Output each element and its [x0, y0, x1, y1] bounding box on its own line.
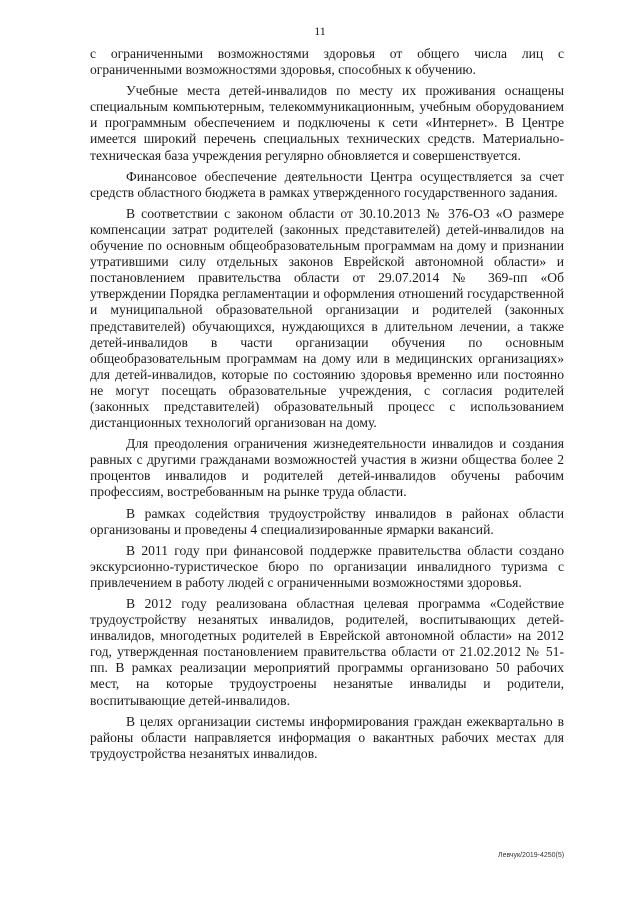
paragraph-law-compensation: В соответствии с законом области от 30.10.2013 № 376-ОЗ «О размере компенсации затрат родителей (законных представителей) детей-инвалидов на обучение по основным общеобразовательным программам на дому и признании утратившими силу отдельных законов Еврейской автономной области» и постановлением правительства области от 29.07.2014 № 369-пп «Об утверждении Порядка регламентации и оформления отношений государственной и муниципальной образовательной организации и родителей (законных представителей) обучающихся, нуждающихся в длительном лечении, а также детей-инвалидов в части организации обучения по основным общеобразовательным программам на дому или в медицинских организациях» для детей-инвалидов, которые по состоянию здоровья временно или постоянно не могут посещать образовательные учреждения, с согласия родителей (законных представителей) образовательный процесс с использованием дистанционных технологий организован на дому. — [90, 205, 564, 431]
paragraph-continuation: с ограниченными возможностями здоровья от общего числа лиц с ограниченными возможностями здоровья, способных к обучению. — [90, 46, 564, 78]
paragraph-tourism-bureau: В 2011 году при финансовой поддержке правительства области создано экскурсионно-туристическое бюро по организации инвалидного туризма с привлечением в работу людей с ограниченными возможностями здоровья. — [90, 542, 564, 590]
paragraph-equipment: Учебные места детей-инвалидов по месту их проживания оснащены специальным компьютерным, телекоммуникационным, учебным оборудованием и программным обеспечением и подключены к сети «Интернет». В Центре имеется широкий перечень специальных технических средств. Материально-техническая база учреждения регулярно обновляется и совершенствуется. — [90, 83, 564, 163]
paragraph-vacancy-information: В целях организации системы информирования граждан ежеквартально в районы области направляется информация о вакантных рабочих местах для трудоустройства незанятых инвалидов. — [90, 713, 564, 761]
document-body — [90, 46, 564, 767]
paragraph-vocational-training: Для преодоления ограничения жизнедеятельности инвалидов и создания равных с другими гражданами возможностей участия в жизни общества более 2 процентов инвалидов и родителей детей-инвалидов обучены рабочим профессиям, востребованным на рынке труда области. — [90, 436, 564, 500]
paragraph-financing: Финансовое обеспечение деятельности Центра осуществляется за счет средств областного бюджета в рамках утвержденного государственного задания. — [90, 168, 564, 200]
paragraph-job-fairs: В рамках содействия трудоустройству инвалидов в районах области организованы и проведены 4 специализированные ярмарки вакансий. — [90, 505, 564, 537]
document-registration-code: Левчук/2019-4250(5) — [498, 852, 565, 859]
page-number: 11 — [314, 24, 326, 38]
paragraph-employment-program: В 2012 году реализована областная целевая программа «Содействие трудоустройству незанятых инвалидов, родителей, воспитывающих детей-инвалидов, многодетных родителей в Еврейской автономной области» на 2012 год, утвержденная постановлением правительства области от 21.02.2012 № 51-пп. В рамках реализации мероприятий программы организовано 50 рабочих мест, на которые трудоустроены незанятые инвалиды и родители, воспитывающие детей-инвалидов. — [90, 596, 564, 708]
